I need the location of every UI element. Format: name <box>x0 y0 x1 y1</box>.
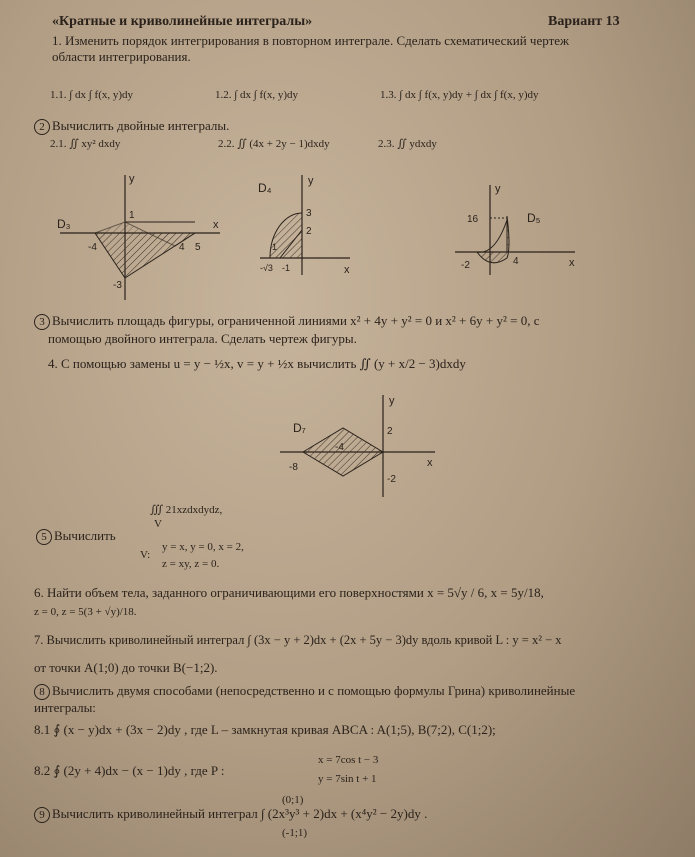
d4-tick-y3: 3 <box>306 208 312 219</box>
task7-line2: от точки A(1;0) до точки B(−1;2). <box>34 660 218 675</box>
d3-tick-x5: 5 <box>195 242 201 253</box>
d4-tick-x-neg1: -1 <box>282 263 291 273</box>
task9-line: Вычислить криволинейный интеграл ∫ (2x³y³ + 2)dx + (x⁴y² − 2y)dy . <box>52 806 428 821</box>
d7-x-label: x <box>427 457 433 469</box>
task1-text-line1: 1. Изменить порядок интегрирования в повторном интеграле. Сделать схематический чертеж <box>52 33 569 48</box>
task9-lower-limit: (-1;1) <box>282 827 308 839</box>
task8-item2-sys2: y = 7sin t + 1 <box>318 773 377 785</box>
d4-tick-y1: 1 <box>272 242 278 252</box>
task2-heading <box>34 118 229 135</box>
task9-heading <box>34 806 427 823</box>
task3-line1 <box>34 313 539 330</box>
task1-item-1: 1.1. ∫ dx ∫ f(x, y)dy <box>50 89 134 101</box>
d7-tick-x-neg8: -8 <box>289 462 298 473</box>
d5-label: D₅ <box>527 211 541 225</box>
task2-item-3: 2.3. ∬ ydxdy <box>378 138 437 150</box>
d3-tick-x-neg4: -4 <box>88 242 97 253</box>
d7-tick-x-neg4: -4 <box>335 442 344 453</box>
figure-d4 <box>250 170 360 280</box>
document-title: «Кратные и криволинейные интегралы» <box>52 14 313 29</box>
task2-text: Вычислить двойные интегралы. <box>52 118 230 133</box>
d4-label: D₄ <box>258 181 272 195</box>
task4-line: 4. С помощью замены u = y − ½x, v = y + ½x вычислить ∬ (y + x/2 − 3)dxdy <box>48 356 466 371</box>
task3-number-circle: 3 <box>34 314 50 330</box>
task2-item-1: 2.1. ∬ xy² dxdy <box>50 138 121 150</box>
task8-item2: 8.2 ∮ (2y + 4)dx − (x − 1)dy , где P : <box>34 763 225 778</box>
d5-curve <box>477 220 507 252</box>
task5-integral: ∭ 21xzdxdydz, <box>150 504 223 516</box>
task8-number-circle: 8 <box>34 684 50 700</box>
task6-line1: 6. Найти объем тела, заданного ограничивающими его поверхностями x = 5√y / 6, x = 5y/18, <box>34 585 544 600</box>
d5-region <box>477 216 509 263</box>
task5-heading <box>36 528 116 545</box>
d3-y-label: y <box>129 173 135 185</box>
d4-tick-y2: 2 <box>306 226 312 237</box>
task5-label: Вычислить <box>54 528 116 543</box>
figure-d3 <box>55 170 230 305</box>
task9-upper-limit: (0;1) <box>282 794 304 806</box>
d4-y-label: y <box>308 175 314 187</box>
d3-x-label: x <box>213 219 219 231</box>
d5-tick-y16: 16 <box>467 214 479 225</box>
d5-x-label: x <box>569 257 575 269</box>
task9-number-circle: 9 <box>34 807 50 823</box>
task5-domain: V <box>154 518 162 530</box>
task8-item2-sys1: x = 7cos t − 3 <box>318 754 379 766</box>
task8-line2: интегралы: <box>34 700 96 715</box>
variant-label: Вариант 13 <box>548 14 620 29</box>
task5-system-line1: y = x, y = 0, x = 2, <box>162 541 244 553</box>
task5-number-circle: 5 <box>36 529 52 545</box>
task3-text-line1: Вычислить площадь фигуры, ограниченной линиями x² + 4y + y² = 0 и x² + 6y + y² = 0, с <box>52 313 540 328</box>
task8-line1: Вычислить двумя способами (непосредственно и с помощью формулы Грина) криволинейные <box>52 683 576 698</box>
figure-d7 <box>275 392 445 502</box>
task7-line1: 7. Вычислить криволинейный интеграл ∫ (3x − y + 2)dx + (2x + 5y − 3)dy вдоль кривой L : y = x² − x <box>34 633 562 647</box>
d3-tick-y-neg3: -3 <box>113 280 122 291</box>
d7-label: D₇ <box>293 421 306 435</box>
task5-system-v: V: <box>140 549 151 561</box>
task8-item1: 8.1 ∮ (x − y)dx + (3x − 2)dy , где L – замкнутая кривая ABCA : A(1;5), B(7;2), C(1;2); <box>34 722 496 737</box>
d7-y-label: y <box>389 395 395 407</box>
figure-d5 <box>445 180 585 280</box>
d3-tick-x4: 4 <box>179 242 185 253</box>
d4-tick-x-sqrt3: -√3 <box>260 263 273 273</box>
task5-system-line2: z = xy, z = 0. <box>162 558 220 570</box>
d4-x-label: x <box>344 264 350 276</box>
task8-heading <box>34 683 575 700</box>
task2-item-2: 2.2. ∬ (4x + 2y − 1)dxdy <box>218 138 330 150</box>
d5-tick-x-neg2: -2 <box>461 260 470 271</box>
d3-label: D₃ <box>57 217 71 231</box>
task1-item-3: 1.3. ∫ dx ∫ f(x, y)dy + ∫ dx ∫ f(x, y)dy <box>380 89 539 101</box>
task1-text-line2: области интегрирования. <box>52 49 191 64</box>
d7-tick-y-neg2: -2 <box>387 474 396 485</box>
d5-y-label: y <box>495 183 501 195</box>
task2-number-circle: 2 <box>34 119 50 135</box>
task1-item-2: 1.2. ∫ dx ∫ f(x, y)dy <box>215 89 299 101</box>
d5-tick-x4: 4 <box>513 256 519 267</box>
task6-line2: z = 0, z = 5(3 + √y)/18. <box>34 606 137 618</box>
d3-tick-y1: 1 <box>129 210 135 221</box>
task3-text-line2: помощью двойного интеграла. Сделать чертеж фигуры. <box>48 331 357 346</box>
d7-tick-y2: 2 <box>387 426 393 437</box>
